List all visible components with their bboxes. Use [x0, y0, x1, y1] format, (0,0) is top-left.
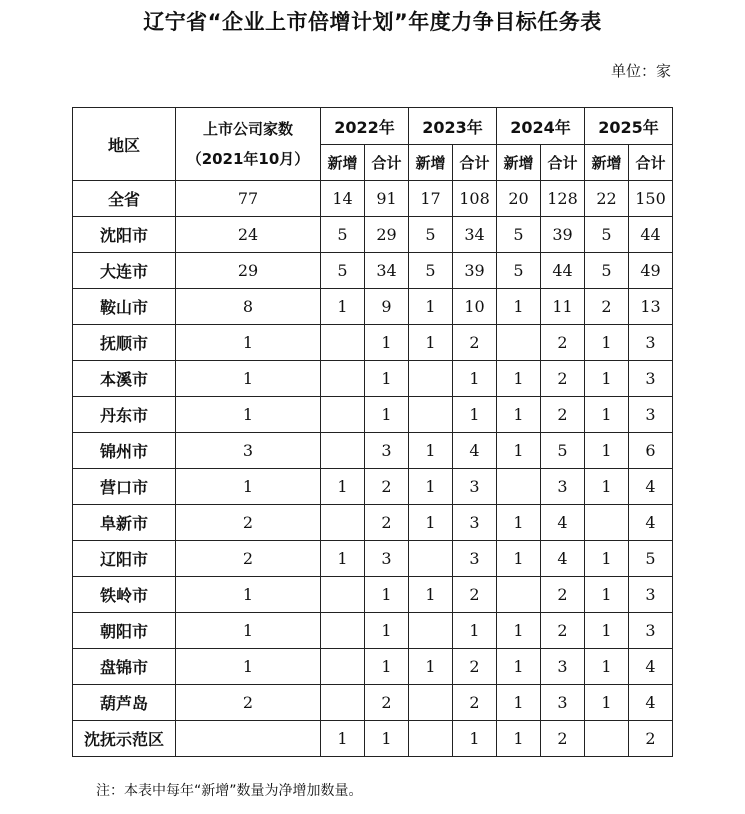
listed-count-cell: 3 [176, 433, 321, 469]
region-cell: 沈抚示范区 [73, 721, 176, 757]
total-count-cell: 44 [541, 253, 585, 289]
new-count-cell [585, 721, 629, 757]
region-header: 地区 [73, 108, 176, 181]
total-count-cell: 11 [541, 289, 585, 325]
new-count-cell: 5 [585, 253, 629, 289]
new-count-cell: 1 [497, 397, 541, 433]
total-count-cell: 2 [629, 721, 673, 757]
new-count-cell: 5 [409, 253, 453, 289]
new-count-cell [321, 685, 365, 721]
listed-count-cell [176, 721, 321, 757]
listed-count-cell: 1 [176, 649, 321, 685]
new-count-cell: 1 [585, 469, 629, 505]
table-row [73, 181, 673, 217]
page-title: 辽宁省“企业上市倍增计划”年度力争目标任务表 [143, 10, 602, 34]
region-cell: 鞍山市 [73, 289, 176, 325]
new-count-cell: 1 [497, 361, 541, 397]
listed-count-cell: 24 [176, 217, 321, 253]
total-count-cell: 5 [541, 433, 585, 469]
new-count-cell: 1 [409, 649, 453, 685]
new-count-cell: 1 [321, 469, 365, 505]
total-count-cell: 3 [541, 649, 585, 685]
sub-header-total: 合计 [453, 145, 497, 181]
total-count-cell: 2 [541, 397, 585, 433]
new-count-cell: 1 [497, 649, 541, 685]
sub-header-total: 合计 [541, 145, 585, 181]
total-count-cell: 9 [365, 289, 409, 325]
total-count-cell: 108 [453, 181, 497, 217]
region-cell: 锦州市 [73, 433, 176, 469]
region-cell: 全省 [73, 181, 176, 217]
total-count-cell: 3 [629, 361, 673, 397]
new-count-cell: 20 [497, 181, 541, 217]
new-count-cell [409, 397, 453, 433]
listed-count-cell: 1 [176, 361, 321, 397]
region-cell: 大连市 [73, 253, 176, 289]
new-count-cell: 1 [585, 541, 629, 577]
listed-count-cell: 2 [176, 541, 321, 577]
total-count-cell: 2 [453, 325, 497, 361]
listed-header-line1: 上市公司家数 [202, 120, 293, 138]
region-cell: 营口市 [73, 469, 176, 505]
new-count-cell: 5 [585, 217, 629, 253]
total-count-cell: 3 [541, 685, 585, 721]
total-count-cell: 34 [365, 253, 409, 289]
new-count-cell: 1 [585, 613, 629, 649]
total-count-cell: 2 [453, 649, 497, 685]
new-count-cell: 1 [497, 541, 541, 577]
total-count-cell: 1 [365, 325, 409, 361]
total-count-cell: 3 [629, 325, 673, 361]
table-row [73, 541, 673, 577]
sub-header-total: 合计 [365, 145, 409, 181]
new-count-cell [585, 505, 629, 541]
new-count-cell [409, 721, 453, 757]
sub-header-new: 新增 [409, 145, 453, 181]
total-count-cell: 5 [629, 541, 673, 577]
total-count-cell: 2 [365, 469, 409, 505]
total-count-cell: 4 [629, 649, 673, 685]
table-row [73, 721, 673, 757]
new-count-cell: 5 [497, 217, 541, 253]
table-row [73, 253, 673, 289]
new-count-cell: 1 [497, 685, 541, 721]
total-count-cell: 44 [629, 217, 673, 253]
table-row [73, 325, 673, 361]
total-count-cell: 3 [629, 577, 673, 613]
new-count-cell [409, 361, 453, 397]
new-count-cell: 1 [497, 289, 541, 325]
total-count-cell: 3 [365, 541, 409, 577]
total-count-cell: 6 [629, 433, 673, 469]
total-count-cell: 4 [541, 541, 585, 577]
region-cell: 辽阳市 [73, 541, 176, 577]
total-count-cell: 4 [629, 469, 673, 505]
listed-header-line2: （2021年10月） [186, 150, 310, 168]
new-count-cell [497, 325, 541, 361]
table-row [73, 685, 673, 721]
new-count-cell: 1 [497, 721, 541, 757]
total-count-cell: 3 [453, 469, 497, 505]
new-count-cell: 1 [321, 541, 365, 577]
total-count-cell: 4 [453, 433, 497, 469]
listed-count-cell: 1 [176, 397, 321, 433]
table-row [73, 469, 673, 505]
total-count-cell: 10 [453, 289, 497, 325]
total-count-cell: 1 [365, 613, 409, 649]
footnote: 注：本表中每年“新增”数量为净增加数量。 [96, 783, 363, 799]
sub-header-total: 合计 [629, 145, 673, 181]
total-count-cell: 1 [365, 649, 409, 685]
year-header-2024: 2024年 [497, 108, 585, 145]
total-count-cell: 2 [541, 325, 585, 361]
new-count-cell [321, 613, 365, 649]
region-cell: 盘锦市 [73, 649, 176, 685]
listed-count-cell: 1 [176, 469, 321, 505]
total-count-cell: 2 [453, 685, 497, 721]
total-count-cell: 1 [453, 361, 497, 397]
total-count-cell: 2 [541, 721, 585, 757]
table-row [73, 649, 673, 685]
new-count-cell: 1 [585, 685, 629, 721]
listed-count-cell: 77 [176, 181, 321, 217]
new-count-cell [321, 649, 365, 685]
new-count-cell: 1 [321, 289, 365, 325]
sub-header-new: 新增 [321, 145, 365, 181]
new-count-cell: 5 [497, 253, 541, 289]
listed-count-cell: 1 [176, 325, 321, 361]
total-count-cell: 1 [365, 361, 409, 397]
total-count-cell: 1 [365, 577, 409, 613]
region-cell: 葫芦岛 [73, 685, 176, 721]
total-count-cell: 2 [541, 577, 585, 613]
new-count-cell: 1 [409, 289, 453, 325]
new-count-cell: 1 [585, 397, 629, 433]
new-count-cell [321, 577, 365, 613]
total-count-cell: 2 [541, 613, 585, 649]
new-count-cell: 17 [409, 181, 453, 217]
total-count-cell: 3 [541, 469, 585, 505]
new-count-cell: 1 [409, 469, 453, 505]
new-count-cell [497, 469, 541, 505]
total-count-cell: 1 [453, 397, 497, 433]
total-count-cell: 39 [453, 253, 497, 289]
listed-count-cell: 29 [176, 253, 321, 289]
target-table [72, 107, 673, 757]
new-count-cell: 14 [321, 181, 365, 217]
total-count-cell: 2 [365, 505, 409, 541]
new-count-cell: 1 [497, 433, 541, 469]
new-count-cell: 1 [409, 505, 453, 541]
total-count-cell: 2 [365, 685, 409, 721]
total-count-cell: 34 [453, 217, 497, 253]
new-count-cell: 1 [585, 433, 629, 469]
total-count-cell: 1 [365, 397, 409, 433]
new-count-cell [321, 325, 365, 361]
total-count-cell: 1 [365, 721, 409, 757]
total-count-cell: 49 [629, 253, 673, 289]
table-body [73, 181, 673, 757]
table-row [73, 397, 673, 433]
listed-count-header [176, 108, 321, 181]
total-count-cell: 3 [365, 433, 409, 469]
total-count-cell: 3 [453, 541, 497, 577]
new-count-cell [409, 685, 453, 721]
new-count-cell: 1 [585, 361, 629, 397]
new-count-cell: 1 [497, 505, 541, 541]
listed-count-cell: 2 [176, 685, 321, 721]
new-count-cell: 22 [585, 181, 629, 217]
total-count-cell: 91 [365, 181, 409, 217]
total-count-cell: 1 [453, 721, 497, 757]
new-count-cell: 1 [585, 649, 629, 685]
table-row [73, 505, 673, 541]
total-count-cell: 3 [629, 397, 673, 433]
region-cell: 铁岭市 [73, 577, 176, 613]
new-count-cell: 1 [585, 325, 629, 361]
total-count-cell: 3 [629, 613, 673, 649]
listed-count-cell: 8 [176, 289, 321, 325]
new-count-cell [321, 361, 365, 397]
unit-label: 单位：家 [610, 62, 671, 80]
table-row [73, 433, 673, 469]
new-count-cell: 5 [321, 253, 365, 289]
new-count-cell: 1 [497, 613, 541, 649]
region-cell: 本溪市 [73, 361, 176, 397]
region-cell: 抚顺市 [73, 325, 176, 361]
new-count-cell: 1 [409, 433, 453, 469]
header-row-years [73, 108, 673, 145]
new-count-cell [321, 433, 365, 469]
region-cell: 阜新市 [73, 505, 176, 541]
total-count-cell: 13 [629, 289, 673, 325]
new-count-cell [497, 577, 541, 613]
total-count-cell: 4 [629, 685, 673, 721]
table-row [73, 577, 673, 613]
new-count-cell: 1 [321, 721, 365, 757]
new-count-cell: 2 [585, 289, 629, 325]
table-row [73, 289, 673, 325]
total-count-cell: 39 [541, 217, 585, 253]
new-count-cell [321, 397, 365, 433]
new-count-cell: 5 [321, 217, 365, 253]
sub-header-new: 新增 [585, 145, 629, 181]
year-header-2025: 2025年 [585, 108, 673, 145]
total-count-cell: 2 [453, 577, 497, 613]
table-row [73, 361, 673, 397]
region-cell: 沈阳市 [73, 217, 176, 253]
new-count-cell [409, 613, 453, 649]
table-row [73, 217, 673, 253]
total-count-cell: 4 [629, 505, 673, 541]
listed-count-cell: 1 [176, 613, 321, 649]
year-header-2022: 2022年 [321, 108, 409, 145]
listed-count-cell: 2 [176, 505, 321, 541]
total-count-cell: 4 [541, 505, 585, 541]
table-row [73, 613, 673, 649]
total-count-cell: 2 [541, 361, 585, 397]
new-count-cell [321, 505, 365, 541]
new-count-cell: 5 [409, 217, 453, 253]
sub-header-new: 新增 [497, 145, 541, 181]
listed-count-cell: 1 [176, 577, 321, 613]
total-count-cell: 128 [541, 181, 585, 217]
new-count-cell: 1 [409, 577, 453, 613]
new-count-cell: 1 [409, 325, 453, 361]
new-count-cell: 1 [585, 577, 629, 613]
region-cell: 丹东市 [73, 397, 176, 433]
total-count-cell: 29 [365, 217, 409, 253]
total-count-cell: 1 [453, 613, 497, 649]
region-cell: 朝阳市 [73, 613, 176, 649]
total-count-cell: 150 [629, 181, 673, 217]
year-header-2023: 2023年 [409, 108, 497, 145]
new-count-cell [409, 541, 453, 577]
total-count-cell: 3 [453, 505, 497, 541]
